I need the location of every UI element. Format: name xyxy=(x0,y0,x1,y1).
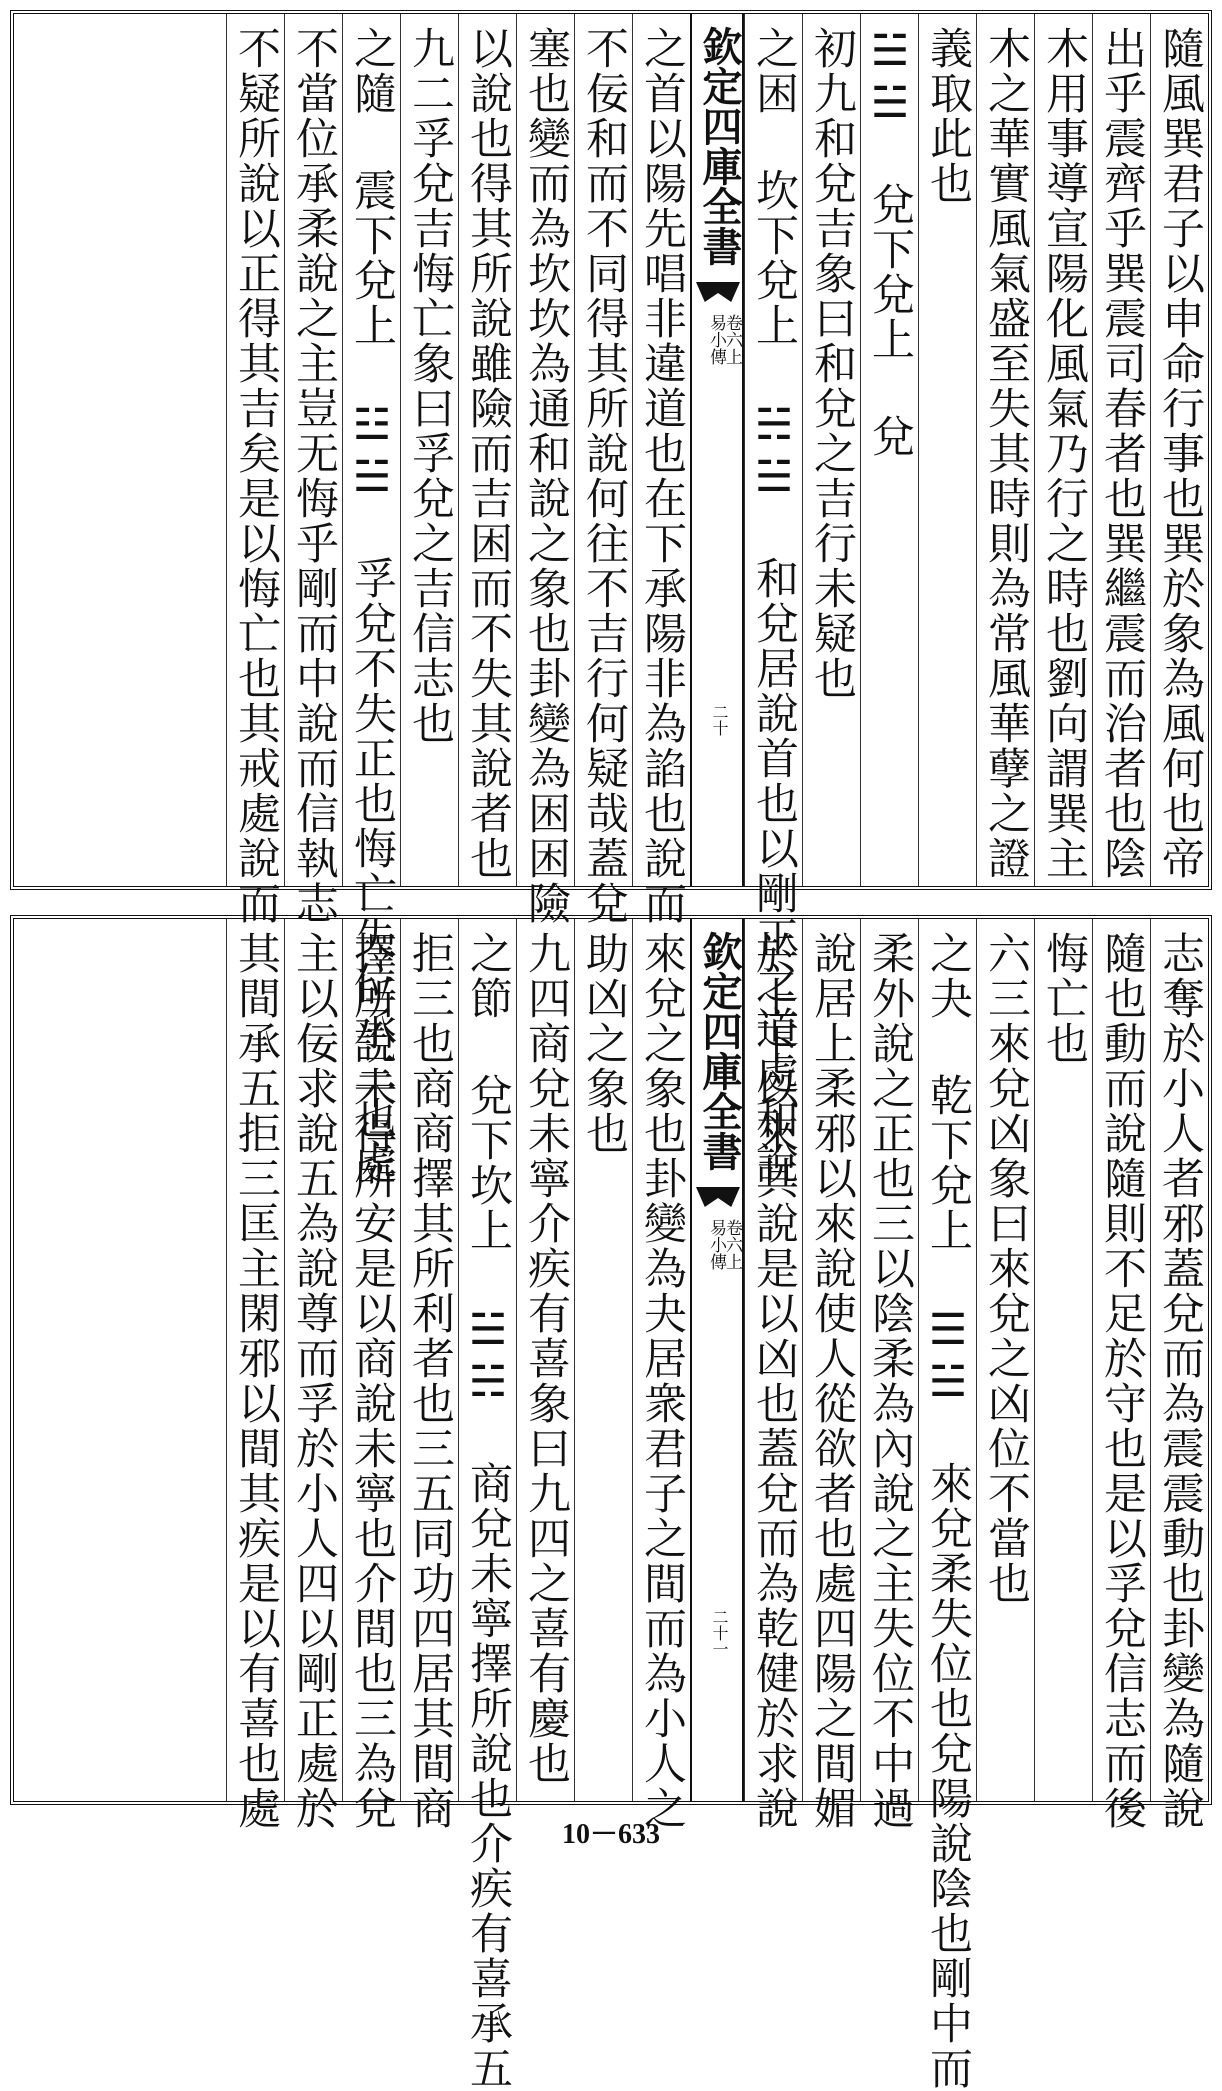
text-column xyxy=(284,919,342,1831)
text-column xyxy=(516,919,574,1801)
column-text: 之隨 震下兌上 ☳☱ 孚兌不失正也悔亡失位承三也處 xyxy=(347,26,397,1186)
text-column xyxy=(458,919,516,2091)
column-text: 柔外說之正也三以陰柔為內說之主失位不中過 xyxy=(865,931,915,1831)
text-column xyxy=(744,14,802,1186)
text-column xyxy=(632,919,690,1831)
column-text: 不當位承柔說之主豈无悔乎剛而中說而信執志 xyxy=(289,26,339,926)
column-text: 之夬 乾下兌上 ☰☱ 來兌柔失位也兌陽說陰也剛中而 xyxy=(923,931,973,2091)
text-column xyxy=(1092,14,1150,886)
text-column xyxy=(226,14,284,926)
column-text: 義取此也 xyxy=(923,26,973,206)
text-column xyxy=(226,919,284,1831)
column-text: 六三來兌凶象曰來兌之凶位不當也 xyxy=(981,931,1031,1606)
column-text: 出乎震齊乎巽震司春者也巽繼震而治者也陰 xyxy=(1097,26,1147,881)
text-column xyxy=(918,14,976,886)
text-column xyxy=(342,14,400,1186)
column-text: 擇所說未得所安是以商說未寧也介間也三為兌 xyxy=(347,931,397,1831)
column-text: 不佞和而不同得其所說何往不吉行何疑哉蓋兌 xyxy=(579,26,629,926)
text-column xyxy=(802,919,860,1831)
text-column xyxy=(976,14,1034,886)
column-text: 九二孚兌吉悔亡象曰孚兌之吉信志也 xyxy=(405,26,455,746)
text-column xyxy=(1150,919,1208,1831)
book-title: 易小傳 xyxy=(706,314,726,365)
column-text: 說居上柔邪以來說使人從欲者也處四陽之間媚 xyxy=(807,931,857,1831)
folio-number: 二十 xyxy=(710,704,729,736)
column-text: ☱☱ 兌下兌上 兌 xyxy=(865,26,915,459)
fish-tail-mark-icon xyxy=(696,282,740,302)
column-text: 之困 坎下兌上 ☵☱ 和兌居說首也以剛正之道處和說 xyxy=(749,26,799,1186)
text-column xyxy=(342,919,400,1831)
text-column xyxy=(1034,14,1092,886)
column-text: 於上下以來其說是以凶也蓋兌而為乾健於求說 xyxy=(749,931,799,1831)
text-column xyxy=(632,14,690,926)
text-column xyxy=(516,14,574,926)
column-text: 悔亡也 xyxy=(1039,931,1089,1066)
book-title: 易小傳 xyxy=(706,1219,726,1270)
text-column xyxy=(860,14,918,886)
library-title: 欽定四庫全書 xyxy=(696,931,743,1171)
chapter-label: 卷六上 xyxy=(722,1219,742,1270)
column-text: 隨也動而說隨則不足於守也是以孚兌信志而後 xyxy=(1097,931,1147,1831)
text-column xyxy=(400,14,458,886)
column-text: 來兌之象也卦變為夬居衆君子之間而為小人之 xyxy=(637,931,687,1831)
text-column xyxy=(574,919,632,1801)
column-text: 木之華實風氣盛至失其時則為常風華孽之證 xyxy=(981,26,1031,881)
chapter-label: 卷六上 xyxy=(722,314,742,365)
folio-number: 二十一 xyxy=(710,1609,729,1657)
column-text: 塞也變而為坎坎為通和說之象也卦變為困困險 xyxy=(521,26,571,926)
column-text: 助凶之象也 xyxy=(579,931,629,1156)
text-column xyxy=(284,14,342,926)
column-text: 拒三也商商擇其所利者也三五同功四居其間商 xyxy=(405,931,455,1831)
text-column xyxy=(574,14,632,926)
column-text: 之節 兌下坎上 ☱☵ 商兌未寧擇所說也介疾有喜承五 xyxy=(463,931,513,2091)
library-title: 欽定四庫全書 xyxy=(696,26,743,266)
column-text: 不疑所說以正得其吉矣是以悔亡也其戒處說而 xyxy=(231,26,281,926)
column-text: 以說也得其所說雖險而吉困而不失其說者也 xyxy=(463,26,513,881)
text-column xyxy=(458,14,516,886)
text-column xyxy=(400,919,458,1831)
text-column xyxy=(802,14,860,886)
center-gutter xyxy=(690,919,744,1801)
column-text: 木用事導宣陽化風氣乃行之時也劉向謂巽主 xyxy=(1039,26,1089,881)
column-text: 主以佞求說五為說尊而孚於小人四以剛正處於 xyxy=(289,931,339,1831)
text-column xyxy=(1150,14,1208,886)
page-number: 10－633 xyxy=(561,1819,660,1850)
text-column xyxy=(1034,919,1092,1801)
column-text: 志奪於小人者邪蓋兌而為震震動也卦變為隨說 xyxy=(1155,931,1205,1831)
column-text: 初九和兌吉象曰和兌之吉行未疑也 xyxy=(807,26,857,701)
column-text: 之首以陽先唱非違道也在下承陽非為諂也說而 xyxy=(637,26,687,926)
column-text: 其間承五拒三匡主閑邪以間其疾是以有喜也處 xyxy=(231,931,281,1831)
text-column xyxy=(976,919,1034,1801)
text-column xyxy=(918,919,976,2091)
text-column xyxy=(1092,919,1150,1831)
fish-tail-mark-icon xyxy=(696,1187,740,1207)
center-gutter xyxy=(690,14,744,886)
column-text: 九四商兌未寧介疾有喜象曰九四之喜有慶也 xyxy=(521,931,571,1786)
text-column xyxy=(860,919,918,1831)
column-text: 隨風巽君子以申命行事也巽於象為風何也帝 xyxy=(1155,26,1205,881)
text-column xyxy=(744,919,802,1831)
